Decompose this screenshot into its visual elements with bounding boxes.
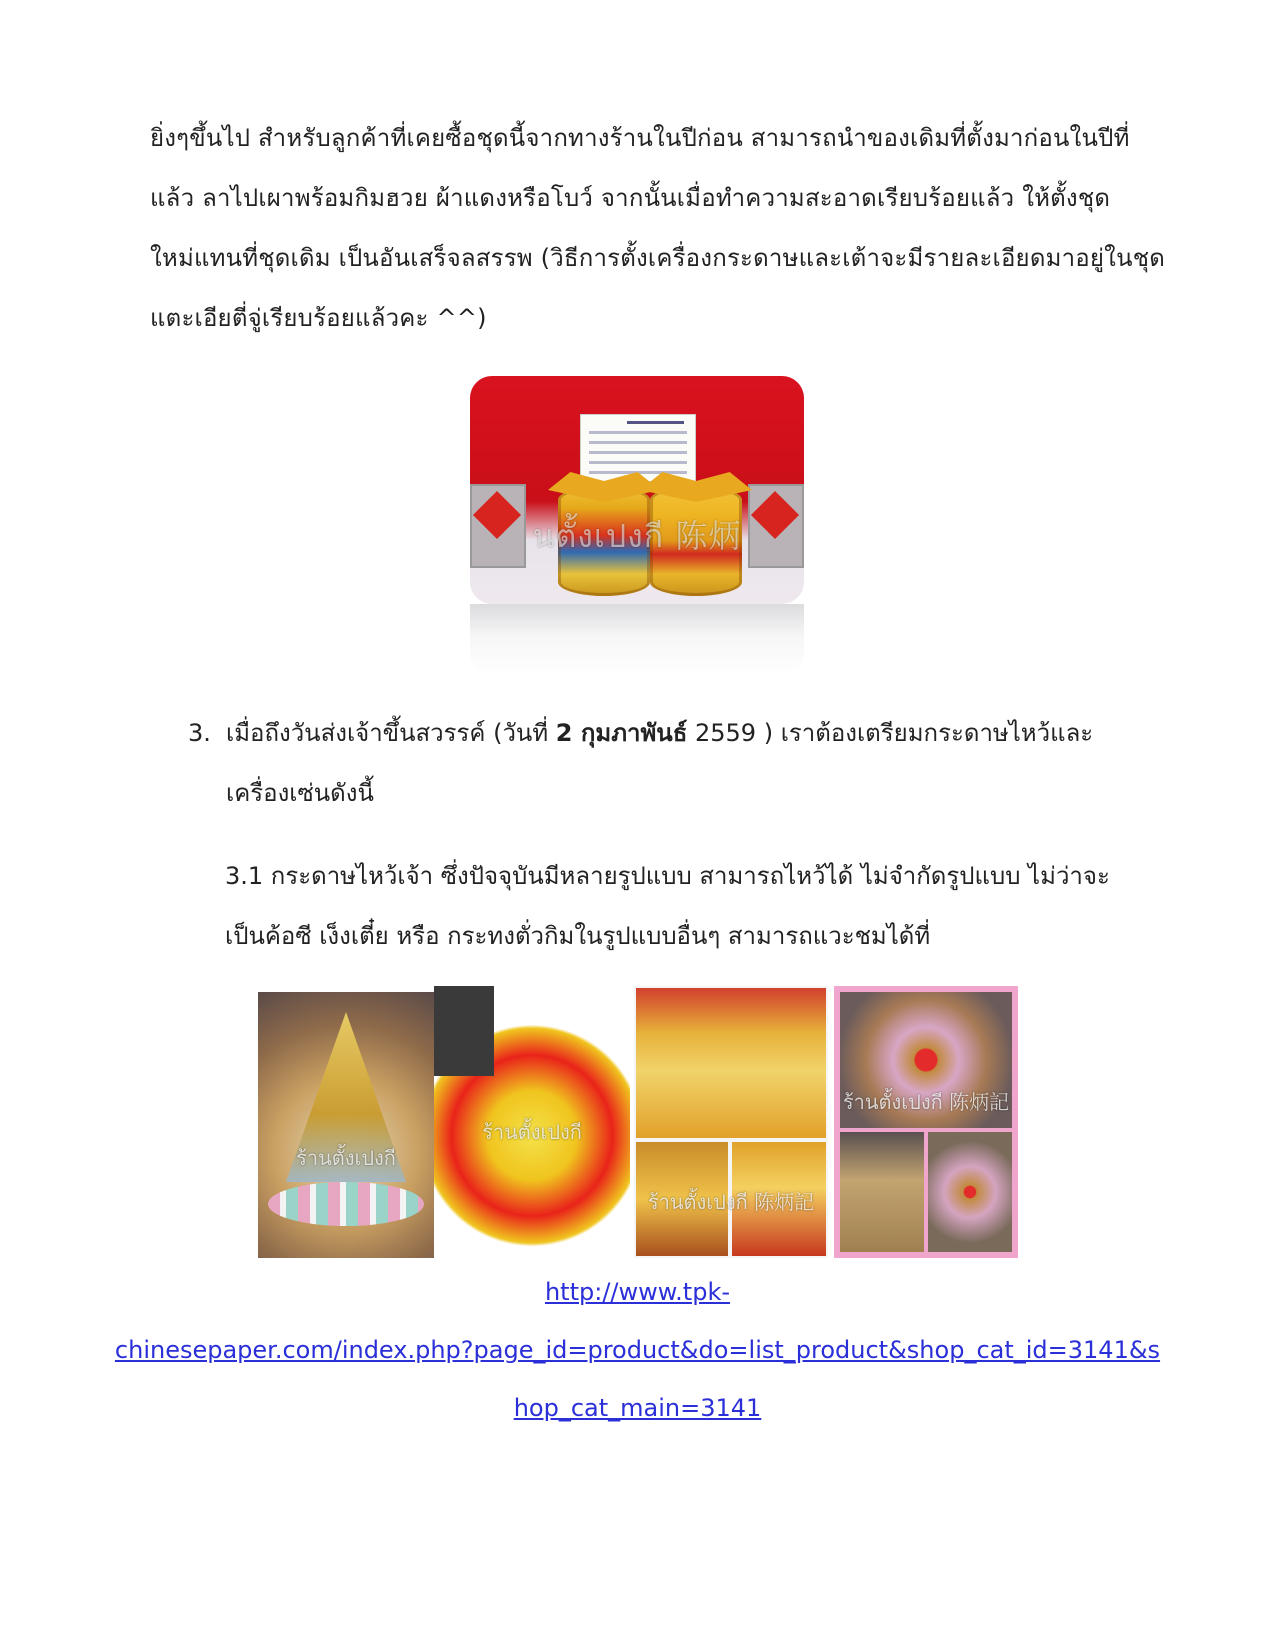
shop-link[interactable]: hop_cat_main=3141 <box>513 1394 762 1422</box>
paragraph-line: ใหม่แทนที่ชุดเดิม เป็นอันเสร็จลสรรพ (วิธีการตั้งเครื่องกระดาษและเต้าจะมีรายละเอียดมาอยู่ในชุด <box>150 244 1165 272</box>
link-line <box>0 1378 1275 1438</box>
photo-watermark: ร้านตั้งเปงกี 陈炳記 <box>842 1090 1010 1114</box>
photo-paper-wheel-collage <box>834 986 1018 1258</box>
link-line <box>0 1320 1275 1380</box>
text-segment: เมื่อถึงวันส่งเจ้าขึ้นสวรรค์ (วันที่ <box>226 719 556 747</box>
list-item-3-1 <box>225 846 1125 966</box>
shop-link[interactable]: chinesepaper.com/index.php?page_id=product&do=list_product&shop_cat_id=3141&s <box>114 1336 1161 1364</box>
intro-paragraph <box>150 108 1165 348</box>
shop-link[interactable]: http://www.tpk- <box>544 1278 731 1306</box>
photo-paper-pyramid <box>258 992 434 1258</box>
photo-watermark: ร้านตั้งเปงกี 陈炳記 <box>647 1190 815 1214</box>
paragraph-line: ยิ่งๆขึ้นไป สำหรับลูกค้าที่เคยซื้อชุดนี้จากทางร้านในปีก่อน สามารถนำของเดิมที่ตั้งมาก่อนในปีที่ <box>150 124 1130 152</box>
bold-date: 2 กุมภาพันธ์ <box>555 719 688 747</box>
photo-paper-lotus <box>434 986 630 1258</box>
link-line <box>0 1262 1275 1322</box>
product-photo-paper-drums <box>470 376 804 676</box>
paragraph-line: แตะเอียตี่จู่เรียบร้อยแล้วคะ ^^) <box>150 304 487 332</box>
photo-reflection <box>470 604 804 676</box>
product-photo-image <box>470 376 804 604</box>
photo-watermark: นตั้งเปงกี 陈炳 <box>532 517 742 555</box>
photo-treasure-chest-collage <box>634 986 828 1258</box>
text-segment: 2559 ) เราต้องเตรียมกระดาษไหว้และ <box>687 719 1094 747</box>
paragraph-line: แล้ว ลาไปเผาพร้อมกิมฮวย ผ้าแดงหรือโบว์ จากนั้นเมื่อทำความสะอาดเรียบร้อยแล้ว ให้ตั้งชุด <box>150 184 1111 212</box>
list-item-line: เครื่องเซ่นดังนี้ <box>226 779 374 807</box>
list-item-line: 3.1 กระดาษไหว้เจ้า ซึ่งปัจจุบันมีหลายรูปแบบ สามารถไหว้ได้ ไม่จำกัดรูปแบบ ไม่ว่าจะ <box>225 862 1110 890</box>
photo-watermark: ร้านตั้งเปงกี <box>482 1120 582 1144</box>
product-photo-strip <box>258 986 1018 1258</box>
list-item-line: เป็นค้อซี เง็งเตี๋ย หรือ กระทงตั่วกิมในรูปแบบอื่นๆ สามารถแวะชมได้ที่ <box>225 922 931 950</box>
photo-watermark: ร้านตั้งเปงกี <box>296 1146 396 1170</box>
list-item-line <box>226 703 1126 763</box>
list-number: 3. <box>188 719 211 747</box>
